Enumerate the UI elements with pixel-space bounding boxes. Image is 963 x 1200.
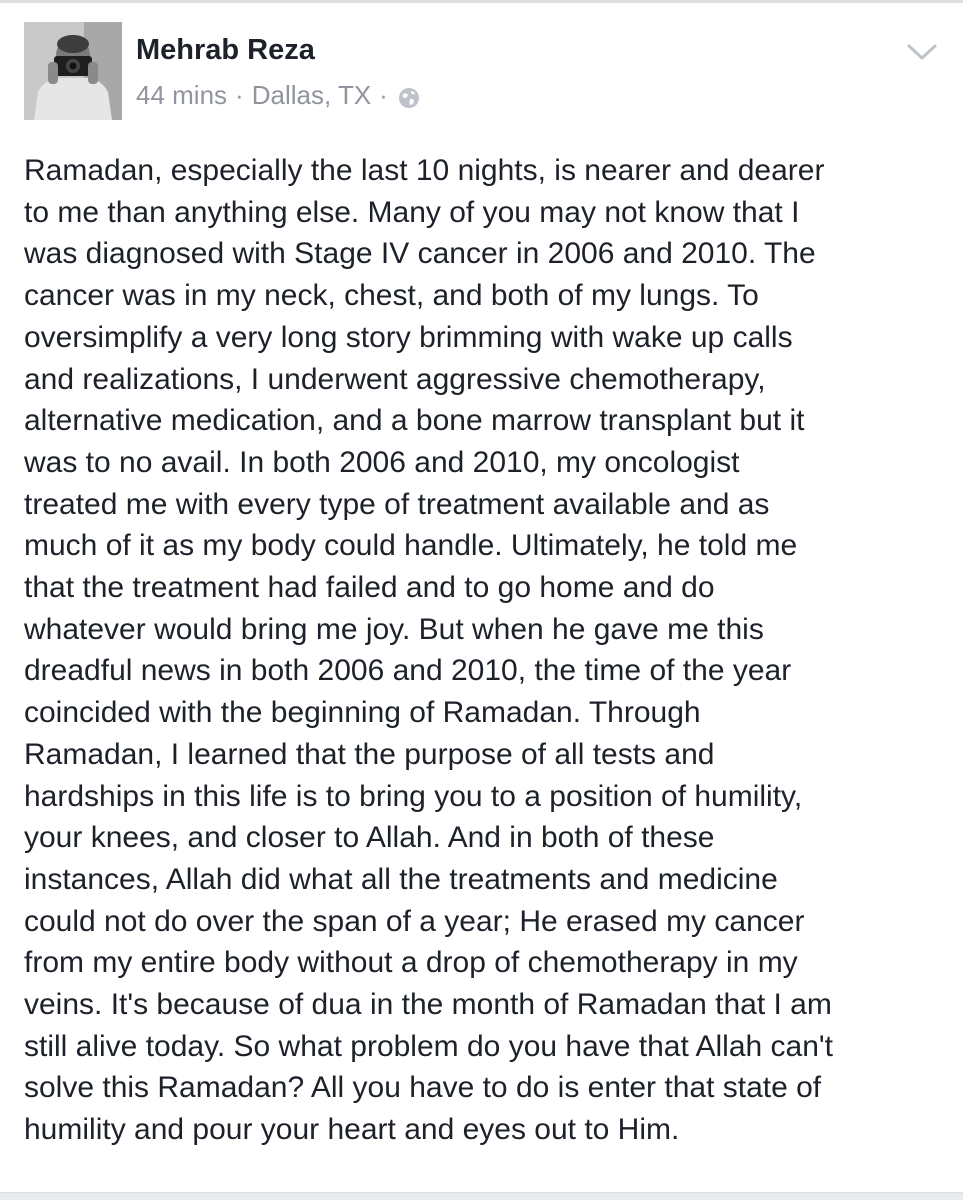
chevron-down-icon[interactable] xyxy=(905,40,939,64)
avatar[interactable] xyxy=(24,22,122,120)
avatar-photo xyxy=(24,22,122,120)
post-location[interactable]: Dallas, TX xyxy=(251,80,372,110)
post-text: Ramadan, especially the last 10 nights, is nearer and dearer to me than anything else. Many of you may not know that I was diagnosed with Stage IV cancer in 2006 and 2010. The cancer was in my neck, chest, and both of my lungs. To oversimplify a very long story brimming with wake up calls and realizations, I underwent aggressive chemotherapy, alternative medication, and a bone marrow transplant but it was to no avail. In both 2006 and 2010, my oncologist treated me with every type of treatment available and as much of it as my body could handle. Ultimately, he told me that the treatment had failed and to go home and do whatever would bring me joy. But when he gave me this dreadful news in both 2006 and 2010, the time of the year coincided with the beginning of Ramadan. Through Ramadan, I learned that the purpose of all tests and hardships in this life is to bring you to a position of humility, your knees, and closer to Allah. And in both of these instances, Allah did what all the treatments and medicine could not do over the span of a year; He erased my cancer from my entire body without a drop of chemotherapy in my veins. It's because of dua in the month of Ramadan that I am still alive today. So what problem do you have that Allah can't solve this Ramadan? All you have to do is enter that state of humility and pour your heart and eyes out to Him. xyxy=(24,154,833,1147)
author-name[interactable]: Mehrab Reza xyxy=(136,34,315,66)
meta-separator: · xyxy=(379,80,388,110)
post-time[interactable]: 44 mins xyxy=(136,80,228,110)
post-header xyxy=(24,22,939,122)
meta-separator: · xyxy=(235,80,244,110)
globe-icon[interactable] xyxy=(398,85,420,107)
post-meta xyxy=(136,80,420,111)
top-divider xyxy=(0,0,963,3)
bottom-divider xyxy=(0,1192,963,1200)
